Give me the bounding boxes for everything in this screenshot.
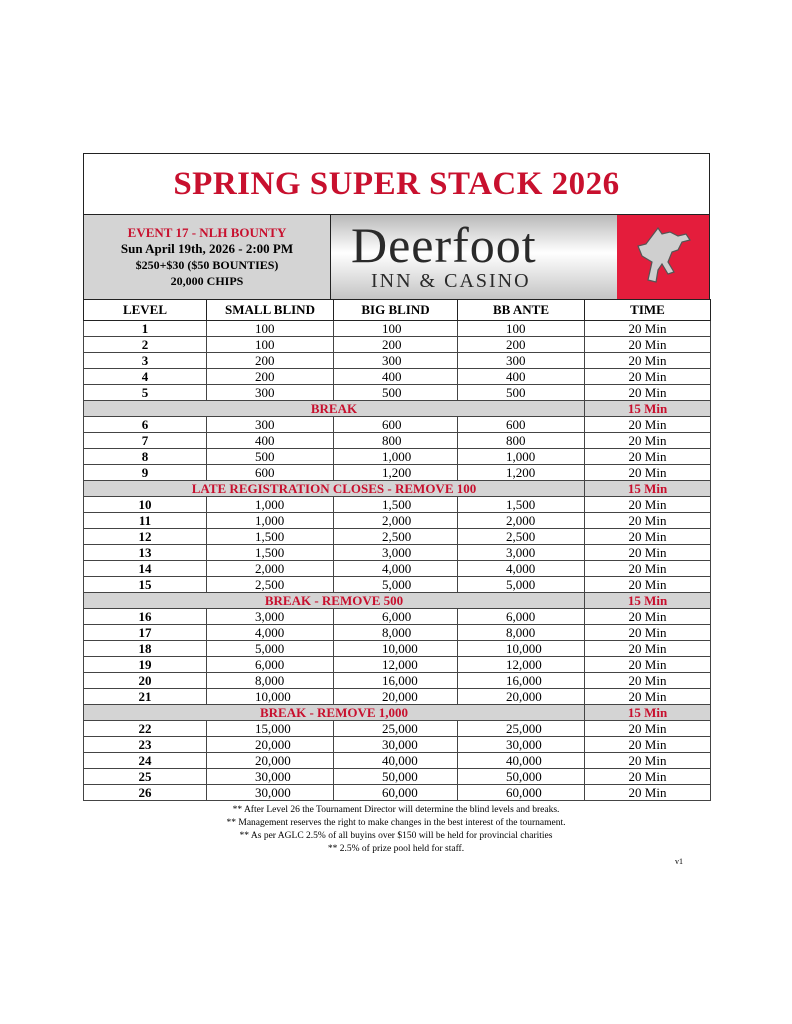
- bb-ante-cell: 500: [458, 385, 585, 401]
- small-blind-cell: 10,000: [207, 689, 334, 705]
- level-cell: 18: [84, 641, 207, 657]
- bb-ante-cell: 400: [458, 369, 585, 385]
- event-info: [84, 215, 331, 299]
- level-cell: 19: [84, 657, 207, 673]
- time-cell: 20 Min: [585, 721, 711, 737]
- break-time: 15 Min: [585, 705, 711, 721]
- level-cell: 17: [84, 625, 207, 641]
- level-cell: 25: [84, 769, 207, 785]
- time-cell: 20 Min: [585, 321, 711, 337]
- big-blind-cell: 8,000: [334, 625, 458, 641]
- big-blind-cell: 2,500: [334, 529, 458, 545]
- table-row: [84, 641, 711, 657]
- small-blind-cell: 30,000: [207, 785, 334, 801]
- big-blind-cell: 12,000: [334, 657, 458, 673]
- footnote: ** Management reserves the right to make changes in the best interest of the tournament.: [226, 818, 566, 828]
- version-label: v1: [675, 857, 683, 866]
- small-blind-cell: 8,000: [207, 673, 334, 689]
- bb-ante-cell: 40,000: [458, 753, 585, 769]
- level-cell: 22: [84, 721, 207, 737]
- small-blind-cell: 2,500: [207, 577, 334, 593]
- time-cell: 20 Min: [585, 449, 711, 465]
- table-row: [84, 321, 711, 337]
- table-row: [84, 673, 711, 689]
- big-blind-cell: 4,000: [334, 561, 458, 577]
- logo-brand: Deerfoot: [351, 217, 537, 273]
- break-row: [84, 401, 711, 417]
- big-blind-cell: 60,000: [334, 785, 458, 801]
- table-row: [84, 737, 711, 753]
- logo-subtitle: INN & CASINO: [371, 270, 531, 292]
- break-label: BREAK - REMOVE 500: [84, 593, 585, 609]
- big-blind-cell: 10,000: [334, 641, 458, 657]
- big-blind-cell: 25,000: [334, 721, 458, 737]
- time-cell: 20 Min: [585, 353, 711, 369]
- small-blind-cell: 1,000: [207, 513, 334, 529]
- level-cell: 21: [84, 689, 207, 705]
- table-row: [84, 657, 711, 673]
- header-time: TIME: [585, 300, 711, 321]
- small-blind-cell: 15,000: [207, 721, 334, 737]
- title-banner: [83, 153, 710, 214]
- time-cell: 20 Min: [585, 497, 711, 513]
- time-cell: 20 Min: [585, 385, 711, 401]
- time-cell: 20 Min: [585, 561, 711, 577]
- small-blind-cell: 600: [207, 465, 334, 481]
- big-blind-cell: 800: [334, 433, 458, 449]
- table-row: [84, 337, 711, 353]
- big-blind-cell: 2,000: [334, 513, 458, 529]
- time-cell: 20 Min: [585, 737, 711, 753]
- time-cell: 20 Min: [585, 769, 711, 785]
- bb-ante-cell: 4,000: [458, 561, 585, 577]
- table-row: [84, 449, 711, 465]
- level-cell: 14: [84, 561, 207, 577]
- bb-ante-cell: 10,000: [458, 641, 585, 657]
- bb-ante-cell: 5,000: [458, 577, 585, 593]
- break-row: [84, 481, 711, 497]
- time-cell: 20 Min: [585, 641, 711, 657]
- level-cell: 5: [84, 385, 207, 401]
- level-cell: 3: [84, 353, 207, 369]
- bb-ante-cell: 200: [458, 337, 585, 353]
- table-row: [84, 545, 711, 561]
- bb-ante-cell: 2,500: [458, 529, 585, 545]
- level-cell: 12: [84, 529, 207, 545]
- event-date: Sun April 19th, 2026 - 2:00 PM: [120, 241, 294, 256]
- break-label: BREAK - REMOVE 1,000: [84, 705, 585, 721]
- break-label: LATE REGISTRATION CLOSES - REMOVE 100: [84, 481, 585, 497]
- small-blind-cell: 500: [207, 449, 334, 465]
- bb-ante-cell: 1,200: [458, 465, 585, 481]
- time-cell: 20 Min: [585, 657, 711, 673]
- table-row: [84, 721, 711, 737]
- time-cell: 20 Min: [585, 689, 711, 705]
- big-blind-cell: 600: [334, 417, 458, 433]
- time-cell: 20 Min: [585, 513, 711, 529]
- page-title: SPRING SUPER STACK 2026: [173, 165, 620, 202]
- table-header-row: [84, 300, 711, 321]
- level-cell: 8: [84, 449, 207, 465]
- big-blind-cell: 1,000: [334, 449, 458, 465]
- table-row: [84, 785, 711, 801]
- table-row: [84, 769, 711, 785]
- level-cell: 9: [84, 465, 207, 481]
- bb-ante-cell: 30,000: [458, 737, 585, 753]
- time-cell: 20 Min: [585, 609, 711, 625]
- blind-table: [83, 299, 711, 801]
- small-blind-cell: 200: [207, 369, 334, 385]
- small-blind-cell: 1,000: [207, 497, 334, 513]
- event-chips: 20,000 CHIPS: [170, 274, 244, 288]
- level-cell: 10: [84, 497, 207, 513]
- time-cell: 20 Min: [585, 577, 711, 593]
- break-label: BREAK: [84, 401, 585, 417]
- small-blind-cell: 5,000: [207, 641, 334, 657]
- bb-ante-cell: 8,000: [458, 625, 585, 641]
- small-blind-cell: 200: [207, 353, 334, 369]
- footnote: ** After Level 26 the Tournament Director will determine the blind levels and breaks.: [232, 805, 560, 815]
- time-cell: 20 Min: [585, 465, 711, 481]
- break-time: 15 Min: [585, 401, 711, 417]
- bb-ante-cell: 12,000: [458, 657, 585, 673]
- small-blind-cell: 30,000: [207, 769, 334, 785]
- bb-ante-cell: 2,000: [458, 513, 585, 529]
- big-blind-cell: 16,000: [334, 673, 458, 689]
- level-cell: 16: [84, 609, 207, 625]
- small-blind-cell: 4,000: [207, 625, 334, 641]
- time-cell: 20 Min: [585, 369, 711, 385]
- table-row: [84, 561, 711, 577]
- footnotes: [0, 804, 792, 856]
- bb-ante-cell: 1,500: [458, 497, 585, 513]
- table-row: [84, 353, 711, 369]
- small-blind-cell: 400: [207, 433, 334, 449]
- small-blind-cell: 20,000: [207, 737, 334, 753]
- table-row: [84, 417, 711, 433]
- header-small-blind: SMALL BLIND: [207, 300, 334, 321]
- event-name: EVENT 17 - NLH BOUNTY: [127, 225, 287, 240]
- small-blind-cell: 6,000: [207, 657, 334, 673]
- table-row: [84, 369, 711, 385]
- table-row: [84, 625, 711, 641]
- time-cell: 20 Min: [585, 433, 711, 449]
- table-row: [84, 385, 711, 401]
- bb-ante-cell: 800: [458, 433, 585, 449]
- small-blind-cell: 2,000: [207, 561, 334, 577]
- blind-structure-sheet: [83, 153, 710, 801]
- table-body: [84, 321, 711, 801]
- big-blind-cell: 100: [334, 321, 458, 337]
- horse-icon: [617, 215, 709, 299]
- time-cell: 20 Min: [585, 753, 711, 769]
- break-time: 15 Min: [585, 593, 711, 609]
- big-blind-cell: 5,000: [334, 577, 458, 593]
- time-cell: 20 Min: [585, 785, 711, 801]
- time-cell: 20 Min: [585, 417, 711, 433]
- break-time: 15 Min: [585, 481, 711, 497]
- table-row: [84, 577, 711, 593]
- big-blind-cell: 300: [334, 353, 458, 369]
- table-row: [84, 689, 711, 705]
- bb-ante-cell: 1,000: [458, 449, 585, 465]
- header-level: LEVEL: [84, 300, 207, 321]
- small-blind-cell: 3,000: [207, 609, 334, 625]
- bb-ante-cell: 60,000: [458, 785, 585, 801]
- time-cell: 20 Min: [585, 545, 711, 561]
- bb-ante-cell: 20,000: [458, 689, 585, 705]
- big-blind-cell: 500: [334, 385, 458, 401]
- big-blind-cell: 200: [334, 337, 458, 353]
- table-row: [84, 529, 711, 545]
- level-cell: 11: [84, 513, 207, 529]
- event-buyin: $250+$30 ($50 BOUNTIES): [135, 258, 279, 272]
- header-bb-ante: BB ANTE: [458, 300, 585, 321]
- table-row: [84, 513, 711, 529]
- big-blind-cell: 1,500: [334, 497, 458, 513]
- small-blind-cell: 300: [207, 417, 334, 433]
- level-cell: 1: [84, 321, 207, 337]
- small-blind-cell: 1,500: [207, 529, 334, 545]
- footnote: ** As per AGLC 2.5% of all buyins over $150 will be held for provincial charities: [239, 831, 553, 841]
- bb-ante-cell: 25,000: [458, 721, 585, 737]
- header-big-blind: BIG BLIND: [334, 300, 458, 321]
- small-blind-cell: 1,500: [207, 545, 334, 561]
- time-cell: 20 Min: [585, 337, 711, 353]
- level-cell: 13: [84, 545, 207, 561]
- big-blind-cell: 6,000: [334, 609, 458, 625]
- level-cell: 20: [84, 673, 207, 689]
- bb-ante-cell: 50,000: [458, 769, 585, 785]
- bb-ante-cell: 100: [458, 321, 585, 337]
- big-blind-cell: 3,000: [334, 545, 458, 561]
- big-blind-cell: 40,000: [334, 753, 458, 769]
- casino-logo: [331, 215, 709, 299]
- table-row: [84, 433, 711, 449]
- time-cell: 20 Min: [585, 673, 711, 689]
- footnote: ** 2.5% of prize pool held for staff.: [327, 844, 465, 854]
- big-blind-cell: 30,000: [334, 737, 458, 753]
- level-cell: 7: [84, 433, 207, 449]
- bb-ante-cell: 3,000: [458, 545, 585, 561]
- level-cell: 15: [84, 577, 207, 593]
- bb-ante-cell: 6,000: [458, 609, 585, 625]
- small-blind-cell: 300: [207, 385, 334, 401]
- event-info-row: [83, 214, 710, 299]
- small-blind-cell: 100: [207, 337, 334, 353]
- level-cell: 26: [84, 785, 207, 801]
- small-blind-cell: 20,000: [207, 753, 334, 769]
- bb-ante-cell: 16,000: [458, 673, 585, 689]
- bb-ante-cell: 600: [458, 417, 585, 433]
- time-cell: 20 Min: [585, 625, 711, 641]
- break-row: [84, 705, 711, 721]
- table-row: [84, 465, 711, 481]
- big-blind-cell: 20,000: [334, 689, 458, 705]
- table-row: [84, 609, 711, 625]
- big-blind-cell: 50,000: [334, 769, 458, 785]
- bb-ante-cell: 300: [458, 353, 585, 369]
- small-blind-cell: 100: [207, 321, 334, 337]
- level-cell: 6: [84, 417, 207, 433]
- table-row: [84, 497, 711, 513]
- big-blind-cell: 1,200: [334, 465, 458, 481]
- level-cell: 2: [84, 337, 207, 353]
- time-cell: 20 Min: [585, 529, 711, 545]
- level-cell: 24: [84, 753, 207, 769]
- break-row: [84, 593, 711, 609]
- table-row: [84, 753, 711, 769]
- level-cell: 4: [84, 369, 207, 385]
- level-cell: 23: [84, 737, 207, 753]
- big-blind-cell: 400: [334, 369, 458, 385]
